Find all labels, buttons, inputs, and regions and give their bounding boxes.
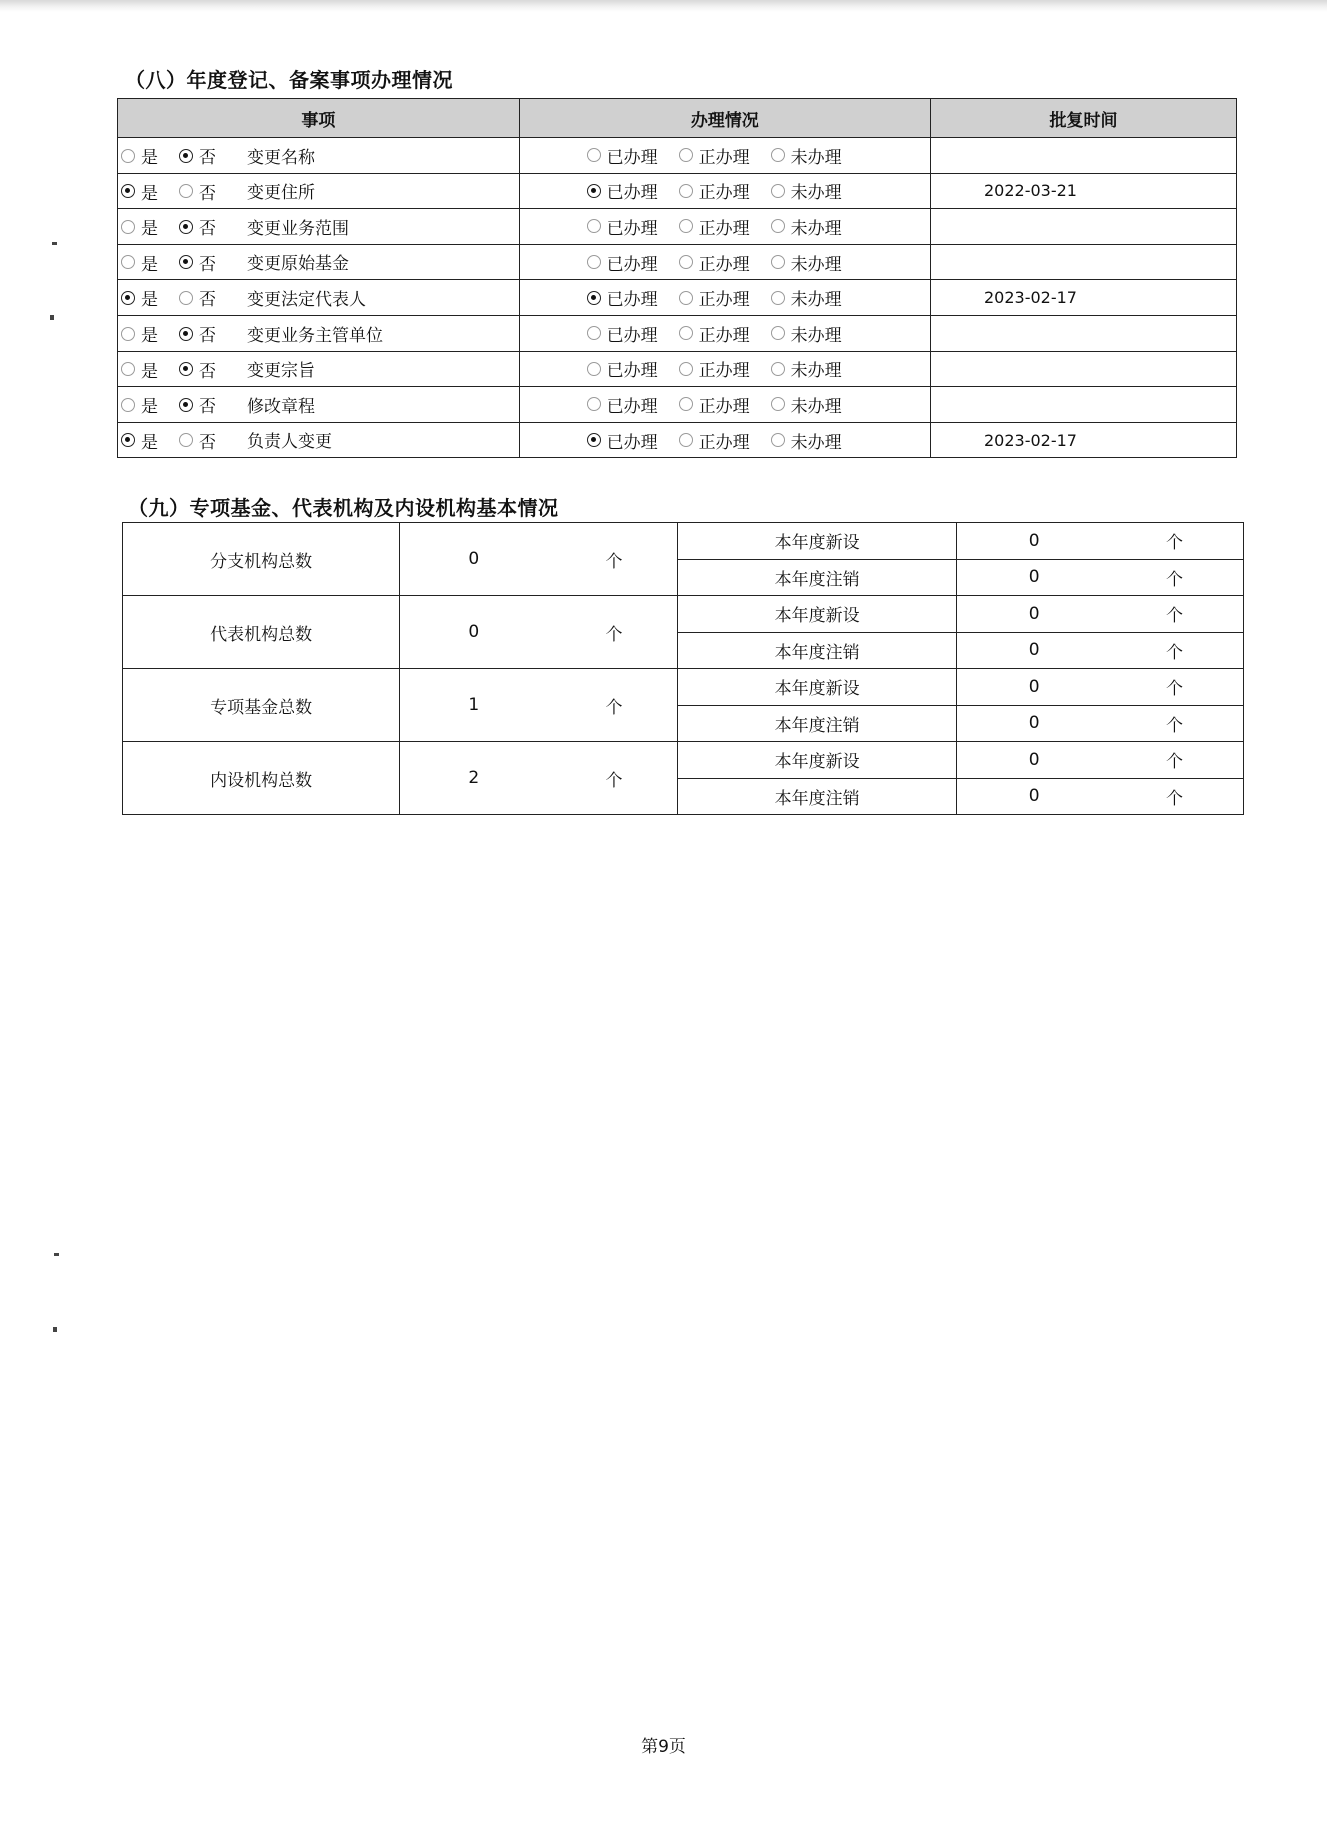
status-radio[interactable] bbox=[771, 148, 785, 162]
status-radio[interactable] bbox=[771, 291, 785, 305]
status-option-not-done[interactable] bbox=[771, 250, 863, 275]
total-value: 0 bbox=[468, 622, 480, 642]
no-label: 否 bbox=[199, 361, 216, 382]
status-radio[interactable] bbox=[771, 397, 785, 411]
status-label: 正办理 bbox=[698, 218, 750, 239]
status-radio[interactable] bbox=[771, 219, 785, 233]
no-option[interactable] bbox=[179, 179, 243, 204]
yes-label: 是 bbox=[141, 183, 158, 204]
item-name: 修改章程 bbox=[247, 396, 315, 417]
no-radio[interactable] bbox=[179, 433, 193, 447]
item-name: 变更业务主管单位 bbox=[247, 325, 383, 346]
status-label: 未办理 bbox=[790, 254, 842, 275]
status-cell bbox=[519, 244, 930, 280]
approval-date bbox=[930, 315, 1236, 351]
table-row bbox=[123, 523, 1244, 560]
scan-speck bbox=[54, 1253, 59, 1256]
institution-total bbox=[400, 523, 678, 596]
status-label: 正办理 bbox=[698, 432, 750, 453]
item-cell bbox=[118, 351, 520, 387]
unit-label: 个 bbox=[605, 551, 623, 572]
item-name: 变更法定代表人 bbox=[247, 289, 366, 310]
status-radio[interactable] bbox=[679, 362, 693, 376]
yes-radio[interactable] bbox=[121, 184, 135, 198]
status-cell bbox=[519, 422, 930, 458]
cancel-value: 0 bbox=[1028, 640, 1040, 661]
status-label: 已办理 bbox=[606, 290, 658, 311]
institution-total bbox=[400, 596, 678, 669]
total-value: 2 bbox=[468, 768, 480, 788]
item-cell bbox=[118, 244, 520, 280]
no-radio[interactable] bbox=[179, 255, 193, 269]
institution-total bbox=[400, 669, 678, 742]
yes-radio[interactable] bbox=[121, 433, 135, 447]
status-radio[interactable] bbox=[587, 291, 601, 305]
unit-label: 个 bbox=[1166, 788, 1183, 809]
status-radio[interactable] bbox=[587, 433, 601, 447]
unit-label: 个 bbox=[1166, 533, 1183, 554]
no-radio[interactable] bbox=[179, 398, 193, 412]
item-cell bbox=[118, 422, 520, 458]
approval-date: 2023-02-17 bbox=[930, 422, 1236, 458]
cancel-label: 本年度注销 bbox=[678, 778, 956, 815]
status-option-not-done[interactable] bbox=[771, 143, 863, 168]
institution-total bbox=[400, 742, 678, 815]
no-option[interactable] bbox=[179, 285, 243, 310]
table-row bbox=[118, 351, 1237, 387]
cancel-count bbox=[956, 705, 1243, 742]
status-cell bbox=[519, 138, 930, 174]
no-radio[interactable] bbox=[179, 362, 193, 376]
yes-label: 是 bbox=[141, 361, 158, 382]
approval-date bbox=[930, 244, 1236, 280]
status-label: 未办理 bbox=[790, 147, 842, 168]
yes-radio[interactable] bbox=[121, 220, 135, 234]
item-name: 变更名称 bbox=[247, 147, 315, 168]
status-label: 已办理 bbox=[606, 183, 658, 204]
yes-radio[interactable] bbox=[121, 149, 135, 163]
new-count bbox=[956, 742, 1243, 779]
status-label: 未办理 bbox=[790, 183, 842, 204]
item-cell bbox=[118, 387, 520, 423]
page-number: 第9页 bbox=[641, 1737, 686, 1757]
yes-option[interactable] bbox=[121, 143, 179, 168]
yes-option[interactable] bbox=[121, 214, 179, 239]
status-label: 正办理 bbox=[698, 325, 750, 346]
status-option-not-done[interactable] bbox=[771, 356, 863, 381]
cancel-value: 0 bbox=[1028, 713, 1040, 734]
table-row bbox=[118, 138, 1237, 174]
yes-label: 是 bbox=[141, 290, 158, 311]
status-radio[interactable] bbox=[587, 397, 601, 411]
status-option-not-done[interactable] bbox=[771, 321, 863, 346]
status-option-in-progress[interactable] bbox=[679, 321, 771, 346]
item-name: 变更宗旨 bbox=[247, 361, 315, 382]
status-cell bbox=[519, 315, 930, 351]
section-8-title: （八）年度登记、备案事项办理情况 bbox=[125, 68, 453, 92]
header-date: 批复时间 bbox=[930, 99, 1236, 138]
section-9-title: （九）专项基金、代表机构及内设机构基本情况 bbox=[128, 496, 559, 520]
new-value: 0 bbox=[1028, 530, 1040, 551]
no-radio[interactable] bbox=[179, 291, 193, 305]
total-value: 1 bbox=[468, 695, 480, 715]
status-option-done[interactable] bbox=[587, 214, 679, 239]
unit-label: 个 bbox=[1166, 642, 1183, 663]
new-count bbox=[956, 523, 1243, 560]
institution-type: 分支机构总数 bbox=[123, 523, 400, 596]
new-count bbox=[956, 596, 1243, 633]
status-option-done[interactable] bbox=[587, 143, 679, 168]
yes-option[interactable] bbox=[121, 285, 179, 310]
table-header-row bbox=[118, 99, 1237, 138]
status-label: 未办理 bbox=[790, 325, 842, 346]
scan-speck bbox=[52, 242, 57, 245]
unit-label: 个 bbox=[1166, 715, 1183, 736]
status-option-in-progress[interactable] bbox=[679, 285, 771, 310]
table-row bbox=[123, 669, 1244, 706]
status-label: 未办理 bbox=[790, 396, 842, 417]
status-radio[interactable] bbox=[679, 219, 693, 233]
unit-label: 个 bbox=[605, 624, 623, 645]
status-cell bbox=[519, 280, 930, 316]
status-radio[interactable] bbox=[587, 326, 601, 340]
header-status: 办理情况 bbox=[519, 99, 930, 138]
no-label: 否 bbox=[199, 290, 216, 311]
status-option-done[interactable] bbox=[587, 250, 679, 275]
status-label: 已办理 bbox=[606, 254, 658, 275]
status-radio[interactable] bbox=[771, 184, 785, 198]
approval-date bbox=[930, 138, 1236, 174]
yes-label: 是 bbox=[141, 432, 158, 453]
institution-type: 专项基金总数 bbox=[123, 669, 400, 742]
new-value: 0 bbox=[1028, 749, 1040, 770]
table-row bbox=[118, 387, 1237, 423]
no-radio[interactable] bbox=[179, 149, 193, 163]
status-label: 已办理 bbox=[606, 396, 658, 417]
scan-speck bbox=[50, 315, 54, 320]
new-value: 0 bbox=[1028, 676, 1040, 697]
unit-label: 个 bbox=[605, 697, 623, 718]
status-option-done[interactable] bbox=[587, 285, 679, 310]
status-radio[interactable] bbox=[587, 362, 601, 376]
status-option-in-progress[interactable] bbox=[679, 428, 771, 453]
unit-label: 个 bbox=[1166, 606, 1183, 627]
status-label: 已办理 bbox=[606, 147, 658, 168]
no-label: 否 bbox=[199, 397, 216, 418]
yes-option[interactable] bbox=[121, 179, 179, 204]
table-row bbox=[123, 596, 1244, 633]
item-name: 变更住所 bbox=[247, 183, 315, 204]
status-option-done[interactable] bbox=[587, 428, 679, 453]
no-label: 否 bbox=[199, 219, 216, 240]
cancel-count bbox=[956, 632, 1243, 669]
status-option-not-done[interactable] bbox=[771, 214, 863, 239]
table-row bbox=[118, 244, 1237, 280]
status-radio[interactable] bbox=[587, 148, 601, 162]
no-option[interactable] bbox=[179, 357, 243, 382]
no-label: 否 bbox=[199, 326, 216, 347]
scan-speck bbox=[53, 1327, 57, 1332]
yes-radio[interactable] bbox=[121, 291, 135, 305]
yes-label: 是 bbox=[141, 219, 158, 240]
status-radio[interactable] bbox=[771, 433, 785, 447]
status-option-in-progress[interactable] bbox=[679, 214, 771, 239]
status-label: 未办理 bbox=[790, 218, 842, 239]
table-row bbox=[118, 280, 1237, 316]
no-option[interactable] bbox=[179, 250, 243, 275]
no-label: 否 bbox=[199, 432, 216, 453]
institution-type: 代表机构总数 bbox=[123, 596, 400, 669]
total-value: 0 bbox=[468, 549, 480, 569]
yes-option[interactable] bbox=[121, 357, 179, 382]
status-cell bbox=[519, 209, 930, 245]
status-label: 正办理 bbox=[698, 254, 750, 275]
cancel-count bbox=[956, 559, 1243, 596]
scan-edge bbox=[0, 0, 1327, 12]
yes-option[interactable] bbox=[121, 428, 179, 453]
status-option-in-progress[interactable] bbox=[679, 250, 771, 275]
status-radio[interactable] bbox=[679, 255, 693, 269]
status-option-in-progress[interactable] bbox=[679, 392, 771, 417]
approval-date bbox=[930, 387, 1236, 423]
no-option[interactable] bbox=[179, 143, 243, 168]
no-label: 否 bbox=[199, 148, 216, 169]
yes-radio[interactable] bbox=[121, 398, 135, 412]
status-radio[interactable] bbox=[679, 291, 693, 305]
status-radio[interactable] bbox=[771, 362, 785, 376]
unit-label: 个 bbox=[1166, 752, 1183, 773]
item-cell bbox=[118, 280, 520, 316]
status-option-in-progress[interactable] bbox=[679, 143, 771, 168]
yes-label: 是 bbox=[141, 148, 158, 169]
status-option-not-done[interactable] bbox=[771, 285, 863, 310]
status-radio[interactable] bbox=[679, 184, 693, 198]
status-radio[interactable] bbox=[587, 184, 601, 198]
cancel-value: 0 bbox=[1028, 567, 1040, 588]
no-radio[interactable] bbox=[179, 184, 193, 198]
yes-option[interactable] bbox=[121, 250, 179, 275]
approval-date: 2022-03-21 bbox=[930, 173, 1236, 209]
status-radio[interactable] bbox=[587, 255, 601, 269]
new-label: 本年度新设 bbox=[678, 742, 956, 779]
status-option-done[interactable] bbox=[587, 392, 679, 417]
status-option-done[interactable] bbox=[587, 321, 679, 346]
table-row bbox=[123, 742, 1244, 779]
table-row bbox=[118, 173, 1237, 209]
status-radio[interactable] bbox=[587, 219, 601, 233]
no-option[interactable] bbox=[179, 321, 243, 346]
no-radio[interactable] bbox=[179, 327, 193, 341]
cancel-value: 0 bbox=[1028, 786, 1040, 807]
new-count bbox=[956, 669, 1243, 706]
status-cell bbox=[519, 173, 930, 209]
status-radio[interactable] bbox=[679, 326, 693, 340]
no-label: 否 bbox=[199, 254, 216, 275]
status-radio[interactable] bbox=[679, 148, 693, 162]
new-label: 本年度新设 bbox=[678, 523, 956, 560]
item-name: 变更业务范围 bbox=[247, 218, 349, 239]
no-option[interactable] bbox=[179, 214, 243, 239]
approval-date: 2023-02-17 bbox=[930, 280, 1236, 316]
status-label: 已办理 bbox=[606, 361, 658, 382]
status-option-in-progress[interactable] bbox=[679, 178, 771, 203]
item-name: 变更原始基金 bbox=[247, 254, 349, 275]
status-label: 已办理 bbox=[606, 325, 658, 346]
cancel-label: 本年度注销 bbox=[678, 705, 956, 742]
table-row bbox=[118, 209, 1237, 245]
status-label: 未办理 bbox=[790, 290, 842, 311]
item-name: 负责人变更 bbox=[247, 432, 332, 453]
yes-label: 是 bbox=[141, 326, 158, 347]
status-option-not-done[interactable] bbox=[771, 428, 863, 453]
institution-type: 内设机构总数 bbox=[123, 742, 400, 815]
status-option-not-done[interactable] bbox=[771, 178, 863, 203]
status-option-done[interactable] bbox=[587, 178, 679, 203]
yes-radio[interactable] bbox=[121, 327, 135, 341]
no-option[interactable] bbox=[179, 428, 243, 453]
cancel-count bbox=[956, 778, 1243, 815]
status-option-done[interactable] bbox=[587, 356, 679, 381]
status-radio[interactable] bbox=[679, 433, 693, 447]
no-option[interactable] bbox=[179, 392, 243, 417]
registration-table bbox=[117, 98, 1237, 458]
status-cell bbox=[519, 351, 930, 387]
status-label: 正办理 bbox=[698, 183, 750, 204]
status-radio[interactable] bbox=[771, 255, 785, 269]
status-radio[interactable] bbox=[679, 397, 693, 411]
status-label: 未办理 bbox=[790, 432, 842, 453]
item-cell bbox=[118, 138, 520, 174]
cancel-label: 本年度注销 bbox=[678, 632, 956, 669]
status-radio[interactable] bbox=[771, 326, 785, 340]
status-label: 正办理 bbox=[698, 396, 750, 417]
table-row bbox=[118, 315, 1237, 351]
status-label: 已办理 bbox=[606, 432, 658, 453]
status-option-in-progress[interactable] bbox=[679, 356, 771, 381]
status-label: 未办理 bbox=[790, 361, 842, 382]
status-cell bbox=[519, 387, 930, 423]
yes-option[interactable] bbox=[121, 392, 179, 417]
approval-date bbox=[930, 209, 1236, 245]
item-cell bbox=[118, 209, 520, 245]
approval-date bbox=[930, 351, 1236, 387]
institutions-table bbox=[122, 522, 1244, 815]
status-option-not-done[interactable] bbox=[771, 392, 863, 417]
new-value: 0 bbox=[1028, 603, 1040, 624]
yes-radio[interactable] bbox=[121, 362, 135, 376]
cancel-label: 本年度注销 bbox=[678, 559, 956, 596]
yes-radio[interactable] bbox=[121, 255, 135, 269]
new-label: 本年度新设 bbox=[678, 669, 956, 706]
status-label: 正办理 bbox=[698, 290, 750, 311]
yes-option[interactable] bbox=[121, 321, 179, 346]
no-label: 否 bbox=[199, 183, 216, 204]
unit-label: 个 bbox=[605, 770, 623, 791]
new-label: 本年度新设 bbox=[678, 596, 956, 633]
status-label: 已办理 bbox=[606, 218, 658, 239]
table-row bbox=[118, 422, 1237, 458]
item-cell bbox=[118, 173, 520, 209]
unit-label: 个 bbox=[1166, 679, 1183, 700]
yes-label: 是 bbox=[141, 254, 158, 275]
header-item: 事项 bbox=[118, 99, 520, 138]
item-cell bbox=[118, 315, 520, 351]
yes-label: 是 bbox=[141, 397, 158, 418]
status-label: 正办理 bbox=[698, 361, 750, 382]
unit-label: 个 bbox=[1166, 569, 1183, 590]
status-label: 正办理 bbox=[698, 147, 750, 168]
no-radio[interactable] bbox=[179, 220, 193, 234]
